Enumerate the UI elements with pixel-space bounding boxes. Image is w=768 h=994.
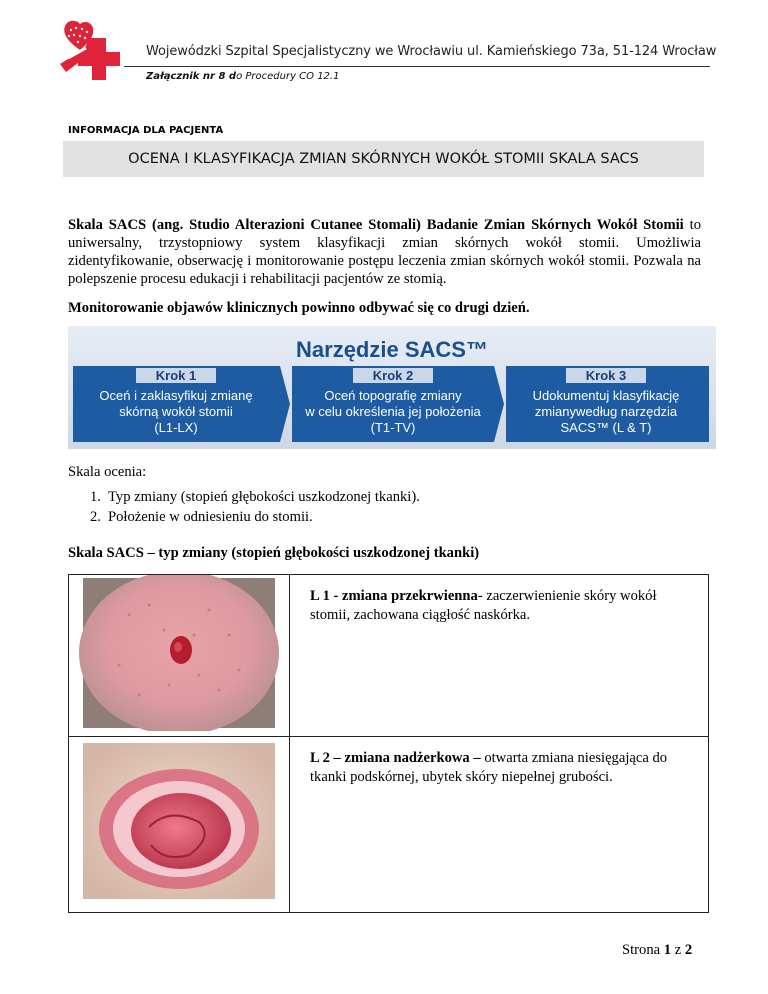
tool-title: Narzędzie SACS™ — [296, 337, 488, 362]
row-description: L 2 – zmiana nadżerkowa – otwarta zmiana niesięgająca do tkanki podskórnej, ubytek skóry niepełnej grubości. — [290, 737, 709, 913]
list-item: 1. Typ zmiany (stopień głębokości uszkodzonej tkanki). — [90, 489, 420, 505]
row-description: L 1 - zmiana przekrwienna- zaczerwienienie skóry wokół stomii, zachowana ciągłość naskórka. — [290, 575, 709, 737]
lesion-table — [68, 574, 709, 913]
svg-text:Udokumentuj klasyfikację: Udokumentuj klasyfikację — [532, 388, 680, 403]
table-row — [69, 737, 709, 913]
step-3 — [506, 366, 709, 442]
svg-text:w celu określenia jej położeni: w celu określenia jej położenia — [305, 404, 481, 419]
svg-text:Oceń i zaklasyfikuj zmianę: Oceń i zaklasyfikuj zmianę — [99, 388, 253, 403]
table-row — [69, 575, 709, 737]
attachment-reference: Załącznik nr 8 do Procedury CO 12.1 — [146, 71, 340, 82]
hospital-address: Wojewódzki Szpital Specjalistyczny we Wrocławiu ul. Kamieńskiego 73a, 51-124 Wrocław — [146, 44, 717, 59]
document-title: OCENA I KLASYFIKACJA ZMIAN SKÓRNYCH WOKÓŁ STOMII SKALA SACS — [63, 141, 704, 177]
l2-photo — [69, 737, 289, 907]
info-label: INFORMACJA DLA PACJENTA — [68, 125, 224, 136]
svg-text:skórną wokół stomii: skórną wokół stomii — [119, 404, 233, 419]
intro-paragraph: Skala SACS (ang. Studio Alterazioni Cutanee Stomali) Badanie Zmian Skórnych Wokół Stomii to uniwersalny, trzystopniowy system klasyfikacji zmian skórnych wokół stomii. Umożliwia zidentyfikowanie, obserwację i monitorowanie postępu leczenia zmian skórnych wokół stomii. Pozwala na polepszenie procesu edukacji i rehabilitacji pacjentów ze stomią. — [68, 217, 701, 287]
svg-text:(L1-LX): (L1-LX) — [154, 420, 198, 435]
step-1 — [73, 366, 290, 442]
hospital-logo — [56, 18, 122, 84]
header-divider — [124, 66, 710, 67]
l1-photo — [69, 575, 289, 731]
svg-text:SACS™ (L & T): SACS™ (L & T) — [560, 420, 652, 435]
svg-text:Oceń topografię zmiany: Oceń topografię zmiany — [324, 388, 462, 403]
list-item: 2. Położenie w odniesieniu do stomii. — [90, 509, 313, 525]
step-3-label: Krok 3 — [585, 368, 627, 383]
image-cell — [69, 737, 290, 913]
svg-text:zmianywedług narzędzia: zmianywedług narzędzia — [534, 404, 678, 419]
step-2-label: Krok 2 — [372, 368, 414, 383]
monitoring-note: Monitorowanie objawów klinicznych powinno odbywać się co drugi dzień. — [68, 300, 530, 316]
step-2 — [292, 366, 504, 442]
sacs-tool-graphic — [68, 326, 716, 449]
scale-label: Skala ocenia: — [68, 464, 147, 480]
svg-text:(T1-TV): (T1-TV) — [370, 420, 416, 435]
section-subtitle: Skala SACS – typ zmiany (stopień głębokości uszkodzonej tkanki) — [68, 545, 480, 561]
image-cell — [69, 575, 290, 737]
step-1-label: Krok 1 — [155, 368, 197, 383]
page-number: Strona 1 z 2 — [622, 942, 693, 958]
criteria-list — [90, 487, 420, 527]
